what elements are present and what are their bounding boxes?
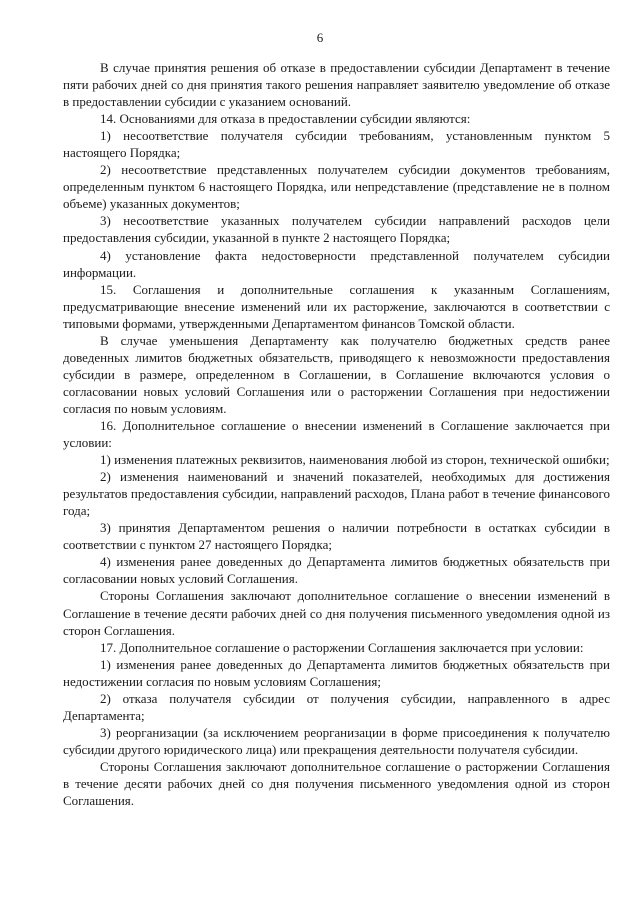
paragraph-refusal-notice: В случае принятия решения об отказе в предоставлении субсидии Департамент в течение пяти рабочих дней со дня принятия такого решения направляет заявителю уведомление об отказе в предоставлении субсидии с указанием оснований. bbox=[63, 60, 610, 110]
paragraph-clause-14-item-2: 2) несоответствие представленных получателем субсидии документов требованиям, определенным пунктом 6 настоящего Порядка, или непредставление (представление не в полном объеме) указанных документов; bbox=[63, 162, 610, 212]
paragraph-limits-reduction: В случае уменьшения Департаменту как получателю бюджетных средств ранее доведенных лимитов бюджетных обязательств, приводящего к невозможности предоставления субсидии в размере, определенном в Соглашении, в Соглашение включаются условия о согласовании новых условий Соглашения или о расторжении Соглашения при недостижении согласия по новым условиям. bbox=[63, 332, 610, 416]
paragraph-clause-17-item-1: 1) изменения ранее доведенных до Департамента лимитов бюджетных обязательств при недостижении согласия по новым условиям Соглашения; bbox=[63, 656, 610, 689]
paragraph-clause-17-item-2: 2) отказа получателя субсидии от получения субсидии, направленного в адрес Департамента; bbox=[63, 690, 610, 723]
paragraph-clause-16-item-1: 1) изменения платежных реквизитов, наименования любой из сторон, технической ошибки; bbox=[100, 452, 610, 468]
paragraph-amendment-term: Стороны Соглашения заключают дополнительное соглашение о внесении изменений в Соглашение в течение десяти рабочих дней со дня получения письменного уведомления одной из сторон Соглашения. bbox=[63, 588, 610, 638]
page-number: 6 bbox=[316, 30, 324, 45]
paragraph-clause-16-item-3: 3) принятия Департаментом решения о наличии потребности в остатках субсидии в соответствии с пунктом 27 настоящего Порядка; bbox=[63, 520, 610, 553]
paragraph-clause-16-item-4: 4) изменения ранее доведенных до Департамента лимитов бюджетных обязательств при согласовании новых условий Соглашения. bbox=[63, 554, 610, 587]
paragraph-clause-14-heading: 14. Основаниями для отказа в предоставлении субсидии являются: bbox=[100, 111, 471, 127]
paragraph-clause-14-item-4: 4) установление факта недостоверности представленной получателем субсидии информации. bbox=[63, 247, 610, 280]
paragraph-clause-17-heading: 17. Дополнительное соглашение о расторжении Соглашения заключается при условии: bbox=[100, 639, 584, 655]
paragraph-clause-14-item-1: 1) несоответствие получателя субсидии требованиям, установленным пунктом 5 настоящего Порядка; bbox=[63, 128, 610, 161]
paragraph-clause-17-item-3: 3) реорганизации (за исключением реорганизации в форме присоединения к получателю субсидии другого юридического лица) или прекращения деятельности получателя субсидии. bbox=[63, 724, 610, 757]
paragraph-clause-16-heading: 16. Дополнительное соглашение о внесении изменений в Соглашение заключается при условии: bbox=[63, 417, 610, 451]
paragraph-termination-term: Стороны Соглашения заключают дополнительное соглашение о расторжении Соглашения в течение десяти рабочих дней со дня получения письменного уведомления одной из сторон Соглашения. bbox=[63, 758, 610, 809]
paragraph-clause-14-item-3: 3) несоответствие указанных получателем субсидии направлений расходов цели предоставления субсидии, указанной в пункте 2 настоящего Порядка; bbox=[63, 213, 610, 246]
paragraph-clause-16-item-2: 2) изменения наименований и значений показателей, необходимых для достижения результатов предоставления субсидии, направлений расходов, Плана работ в течение финансового года; bbox=[63, 469, 610, 519]
paragraph-clause-15: 15. Соглашения и дополнительные соглашения к указанным Соглашениям, предусматривающие внесение изменений или их расторжение, заключаются в соответствии с типовыми формами, утвержденными Департаментом финансов Томской области. bbox=[63, 281, 610, 331]
document-body bbox=[63, 59, 610, 809]
